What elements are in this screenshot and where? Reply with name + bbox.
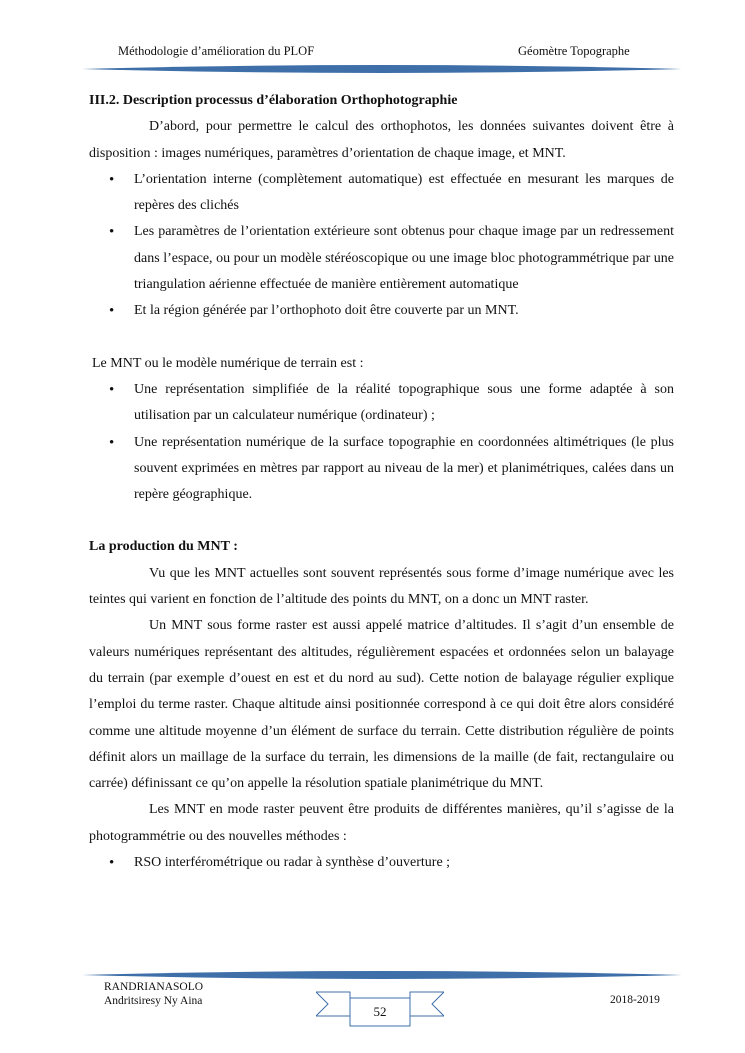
header-document-title: Méthodologie d’amélioration du PLOF <box>118 44 315 58</box>
production-paragraph-3: Les MNT en mode raster peuvent être produits de différentes manières, qu’il s’agisse de la photogrammétrie ou des nouvelles méthodes : <box>89 802 674 844</box>
footer-year: 2018-2019 <box>610 994 660 1006</box>
list-item: • Les paramètres de l’orientation extérieure sont obtenus pour chaque image par un redressement dans l’espace, ou pour un modèle stéréoscopique ou une image bloc photogrammétrique par une triangulation aérienne effectuée de manière entièrement automatique <box>89 219 674 298</box>
footer-author-name: Andritsiresy Ny Aina <box>104 995 203 1007</box>
mnt-definition-list <box>89 377 674 508</box>
header-profession: Géomètre Topographe <box>518 44 630 58</box>
list-item: • L’orientation interne (complètement automatique) est effectuée en mesurant les marques de repères des clichés <box>89 167 674 220</box>
mnt-definition-intro: Le MNT ou le modèle numérique de terrain est : <box>92 355 364 371</box>
header-rule <box>82 63 682 75</box>
footer-author-surname: RANDRIANASOLO <box>104 981 204 993</box>
list-item: • Une représentation numérique de la surface topographie en coordonnées altimétriques (le plus souvent exprimées en mètres par rapport au niveau de la mer) et planimétriques, calées dans un repère géographique. <box>89 430 674 509</box>
list-item: • RSO interférométrique ou radar à synthèse d’ouverture ; <box>89 850 674 876</box>
list-item: • Et la région générée par l’orthophoto doit être couverte par un MNT. <box>89 298 674 324</box>
section-title: III.2. Description processus d’élaboration Orthophotographie <box>89 93 458 108</box>
page-content <box>89 88 674 876</box>
orientation-list <box>89 167 674 325</box>
section-intro: D’abord, pour permettre le calcul des orthophotos, les données suivantes doivent être à disposition : images numériques, paramètres d’orientation de chaque image, et MNT. <box>89 119 674 161</box>
production-methods-list <box>89 850 674 876</box>
list-item: • Une représentation simplifiée de la réalité topographique sous une forme adaptée à son utilisation par un calculateur numérique (ordinateur) ; <box>89 377 674 430</box>
production-title: La production du MNT : <box>89 539 238 555</box>
production-paragraph-2: Un MNT sous forme raster est aussi appelé matrice d’altitudes. Il s’agit d’un ensemble de valeurs numériques représentant des altitudes, régulièrement espacées et ordonnées selon un balayage du terrain (par exemple d’ouest en est et du nord au sud). Cette notion de balayage régulier explique l’emploi du terme raster. Chaque altitude ainsi positionnée correspond à ce qui doit être alors considéré comme une altitude moyenne d’un élément de surface du terrain. Cette distribution régulière de points définit alors un maillage de la surface du terrain, les dimensions de la maille (de fait, rectangulaire ou carrée) définissant ce qu’on appelle la résolution spatiale planimétrique du MNT. <box>89 618 674 792</box>
production-paragraph-1: Vu que les MNT actuelles sont souvent représentés sous forme d’image numérique avec les teintes qui varient en fonction de l’altitude des points du MNT, on a donc un MNT raster. <box>89 565 674 608</box>
page-number: 52 <box>373 1004 387 1019</box>
